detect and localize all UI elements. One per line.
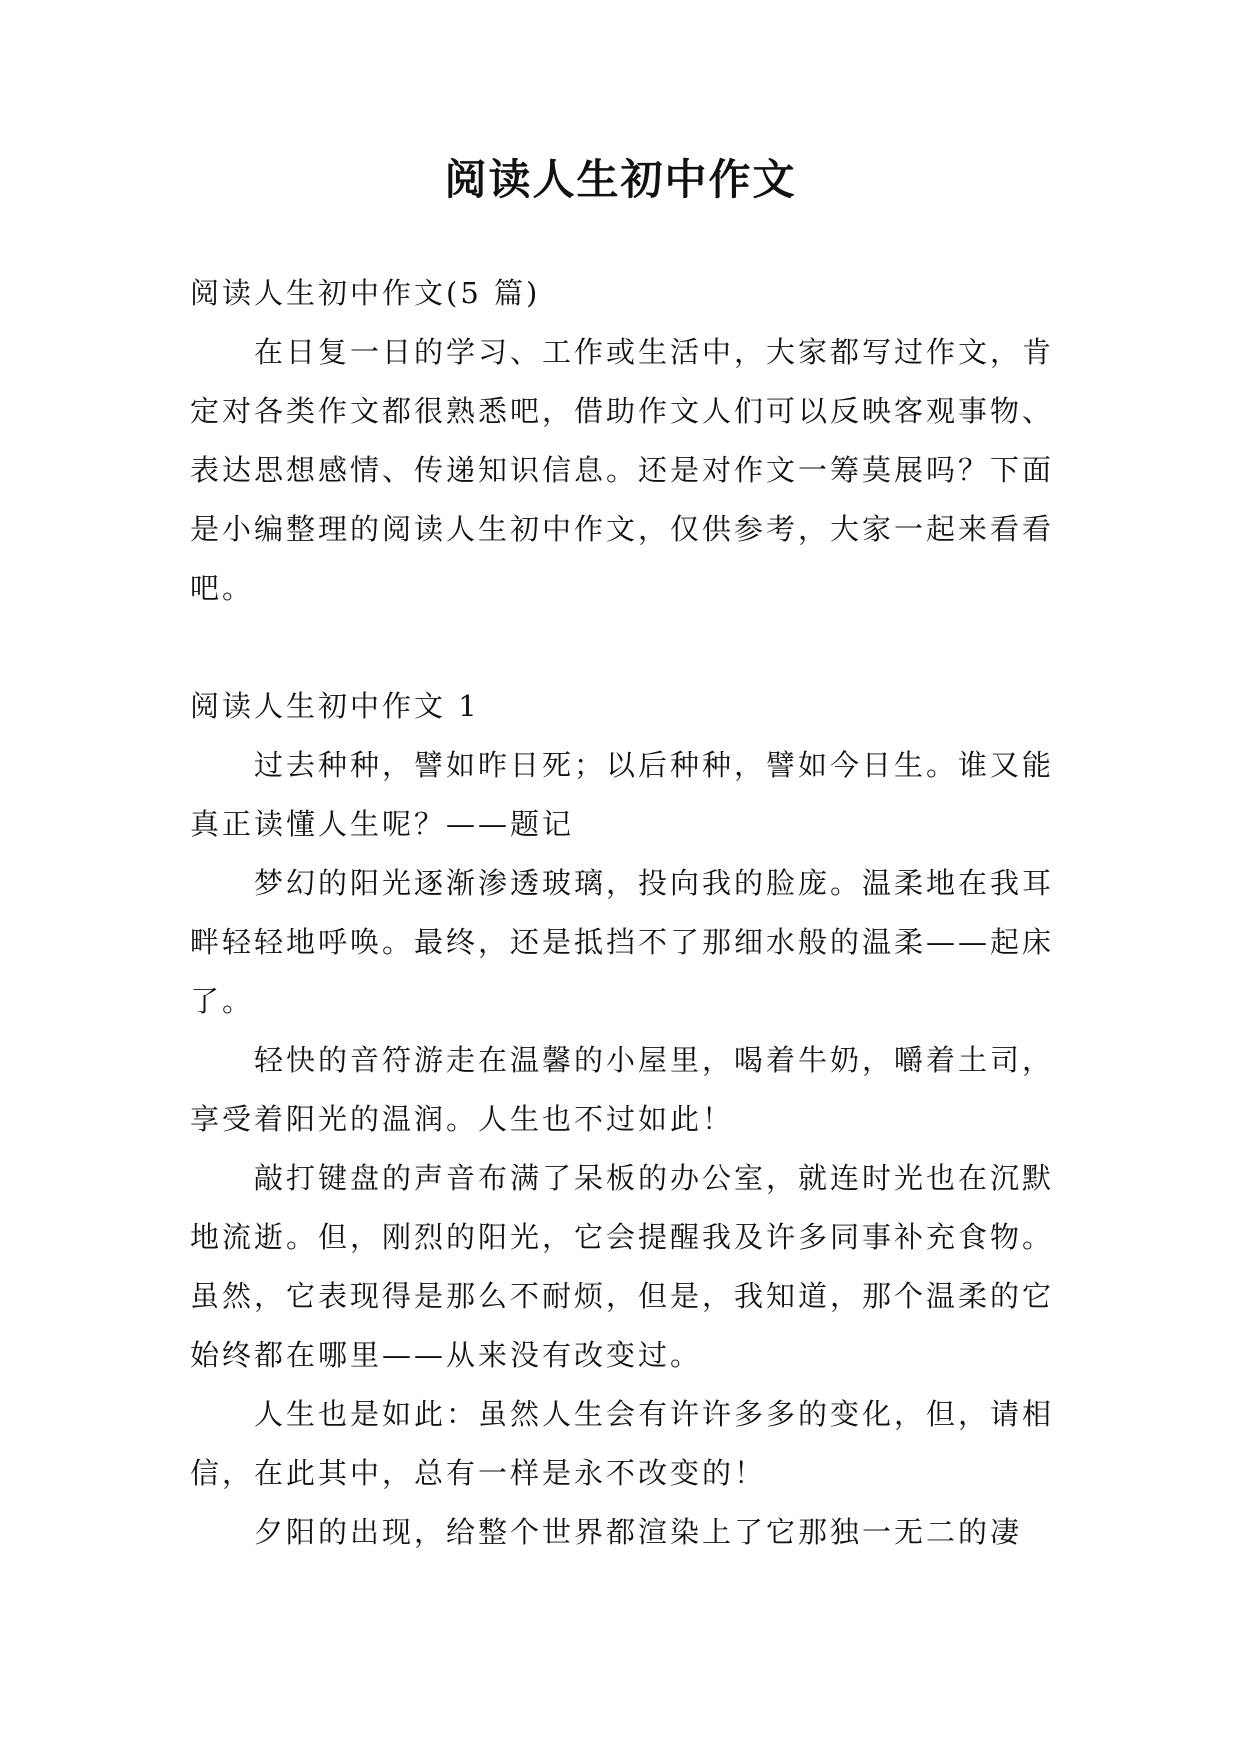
document-body xyxy=(190,264,1060,1562)
section-spacer xyxy=(190,618,1060,677)
document-title: 阅读人生初中作文 xyxy=(444,155,797,204)
essay-paragraph: 轻快的音符游走在温馨的小屋里，喝着牛奶，嚼着土司，享受着阳光的温润。人生也不过如此！ xyxy=(190,1043,1055,1136)
section-heading: 阅读人生初中作文 1 xyxy=(190,689,480,723)
document-subtitle: 阅读人生初中作文(5 篇) xyxy=(190,276,541,310)
essay-paragraph: 梦幻的阳光逐渐渗透玻璃，投向我的脸庞。温柔地在我耳畔轻轻地呼唤。最终，还是抵挡不了那细水般的温柔——起床了。 xyxy=(190,866,1055,1018)
essay-paragraph: 人生也是如此：虽然人生会有许许多多的变化，但，请相信，在此其中，总有一样是永不改变的！ xyxy=(190,1397,1055,1490)
essay-paragraph: 敲打键盘的声音布满了呆板的办公室，就连时光也在沉默地流逝。但，刚烈的阳光，它会提醒我及许多同事补充食物。虽然，它表现得是那么不耐烦，但是，我知道，那个温柔的它始终都在哪里——从来没有改变过。 xyxy=(190,1161,1055,1372)
essay-paragraph: 过去种种，譬如昨日死；以后种种，譬如今日生。谁又能真正读懂人生呢？——题记 xyxy=(190,748,1055,841)
intro-paragraph: 在日复一日的学习、工作或生活中，大家都写过作文，肯定对各类作文都很熟悉吧，借助作文人们可以反映客观事物、表达思想感情、传递知识信息。还是对作文一筹莫展吗？下面是小编整理的阅读人生初中作文，仅供参考，大家一起来看看吧。 xyxy=(190,335,1055,605)
essay-paragraph: 夕阳的出现，给整个世界都渲染上了它那独一无二的凄 xyxy=(254,1515,1023,1549)
